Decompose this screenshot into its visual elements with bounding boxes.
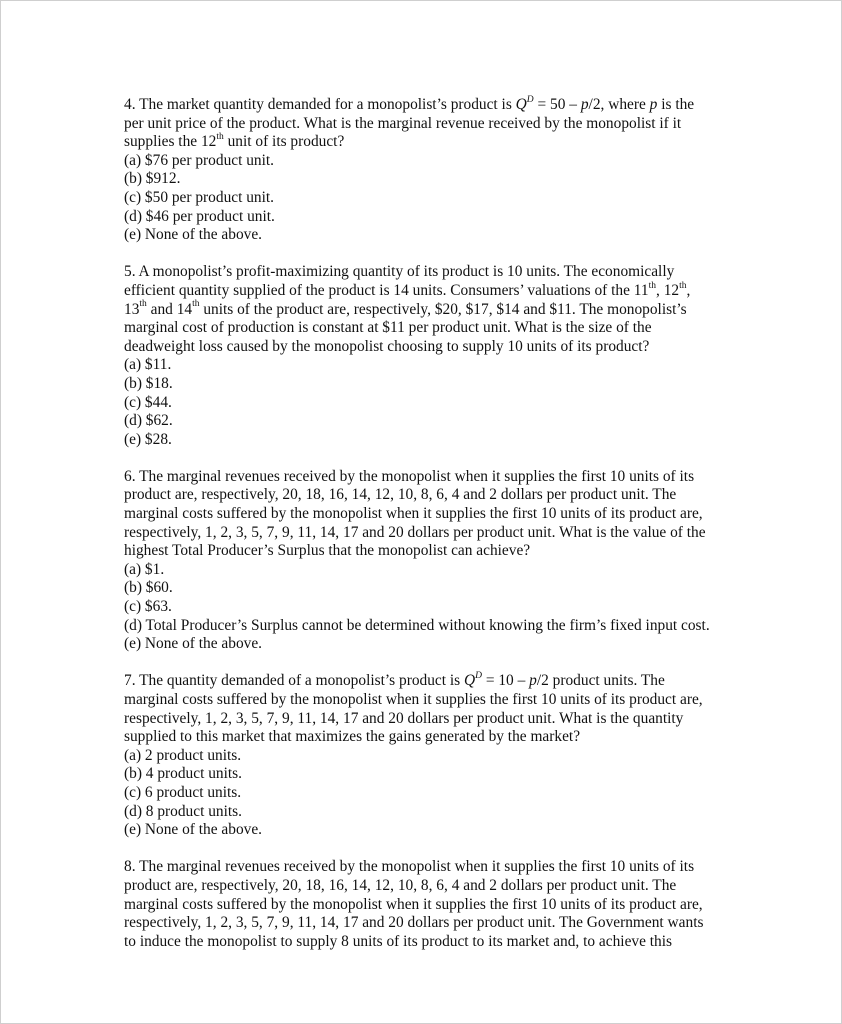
question-7-option-e: (e) None of the above. — [124, 821, 263, 839]
question-5-line-5: deadweight loss caused by the monopolist choosing to supply 10 units of its product? — [124, 337, 650, 355]
question-7-line-2: marginal costs suffered by the monopolist when it supplies the first 10 units of its product are, — [124, 691, 703, 708]
question-6-line-1: 6. The marginal revenues received by the monopolist when it supplies the first 10 units of its — [124, 467, 695, 485]
question-4-option-b: (b) $912. — [124, 170, 181, 188]
question-8-line-5: to induce the monopolist to supply 8 units of its product to its market and, to achieve this — [124, 932, 673, 950]
document-content — [124, 96, 764, 970]
question-4-option-e: (e) None of the above. — [124, 226, 263, 244]
question-4-option-a: (a) $76 per product unit. — [124, 151, 275, 169]
question-6-line-4: respectively, 1, 2, 3, 5, 7, 9, 11, 14, 17 and 20 dollars per product unit. What is the value of the — [124, 523, 706, 541]
question-7-line-3: respectively, 1, 2, 3, 5, 7, 9, 11, 14, 17 and 20 dollars per product unit. What is the quantity — [124, 709, 684, 727]
question-4-line-2: per unit price of the product. What is the marginal revenue received by the monopolist if it — [124, 114, 682, 132]
question-7-option-a: (a) 2 product units. — [124, 746, 242, 764]
question-5-line-4: marginal cost of production is constant at $11 per product unit. What is the size of the — [124, 319, 652, 337]
question-5-line-3: 13th and 14th units of the product are, respectively, $20, $17, $14 and $11. The monopolist’s — [124, 299, 687, 318]
question-5-option-e: (e) $28. — [124, 430, 172, 448]
question-5-option-b: (b) $18. — [124, 374, 173, 392]
question-6-option-b: (b) $60. — [124, 579, 173, 597]
question-8 — [124, 858, 764, 951]
question-7-line-1: 7. The quantity demanded of a monopolist’s product is $Q^D = 10 - p/2$ product units. The — [124, 671, 665, 690]
question-7-option-b: (b) 4 product units. — [124, 765, 242, 783]
question-4-line-3: supplies the 12th unit of its product? — [124, 132, 345, 151]
question-6-option-d: (d) Total Producer’s Surplus cannot be determined without knowing the firm’s fixed input cost. — [124, 616, 710, 634]
question-6-line-2: product are, respectively, 20, 18, 16, 14, 12, 10, 8, 6, 4 and 2 dollars per product unit. The — [124, 486, 677, 504]
question-7 — [124, 672, 764, 839]
question-5-option-a: (a) $11. — [124, 356, 172, 374]
question-6-option-a: (a) $1. — [124, 560, 165, 578]
question-4-option-d: (d) $46 per product unit. — [124, 207, 275, 225]
question-4-line-1: 4. The market quantity demanded for a monopolist’s product is $Q^D = 50 - p/2$, where p is the — [124, 94, 695, 113]
question-7-option-c: (c) 6 product units. — [124, 783, 242, 801]
question-6-line-3: marginal costs suffered by the monopolist when it supplies the first 10 units of its product are, — [124, 505, 703, 523]
question-8-line-3: marginal costs suffered by the monopolist when it supplies the first 10 units of its product are, — [124, 895, 703, 913]
question-7-option-d: (d) 8 product units. — [124, 802, 242, 820]
question-8-line-2: product are, respectively, 20, 18, 16, 14, 12, 10, 8, 6, 4 and 2 dollars per product unit. The — [124, 876, 677, 894]
question-5-line-2: efficient quantity supplied of the product is 14 units. Consumers’ valuations of the 11th, 12th, — [124, 280, 691, 299]
question-4-option-c: (c) $50 per product unit. — [124, 188, 275, 206]
question-5-option-c: (c) $44. — [124, 393, 172, 411]
question-8-line-4: respectively, 1, 2, 3, 5, 7, 9, 11, 14, 17 and 20 dollars per product unit. The Government wants — [124, 914, 704, 932]
question-5-line-1: 5. A monopolist’s profit-maximizing quantity of its product is 10 units. The economically — [124, 263, 675, 281]
question-8-line-1: 8. The marginal revenues received by the monopolist when it supplies the first 10 units of its — [124, 858, 695, 876]
question-5 — [124, 263, 764, 449]
question-6-option-e: (e) None of the above. — [124, 635, 263, 653]
question-6-line-5: highest Total Producer’s Surplus that the monopolist can achieve? — [124, 542, 531, 560]
question-4 — [124, 96, 764, 245]
question-5-option-d: (d) $62. — [124, 412, 173, 430]
question-6-option-c: (c) $63. — [124, 598, 172, 616]
question-6 — [124, 468, 764, 654]
question-7-line-4: supplied to this market that maximizes the gains generated by the market? — [124, 728, 581, 746]
